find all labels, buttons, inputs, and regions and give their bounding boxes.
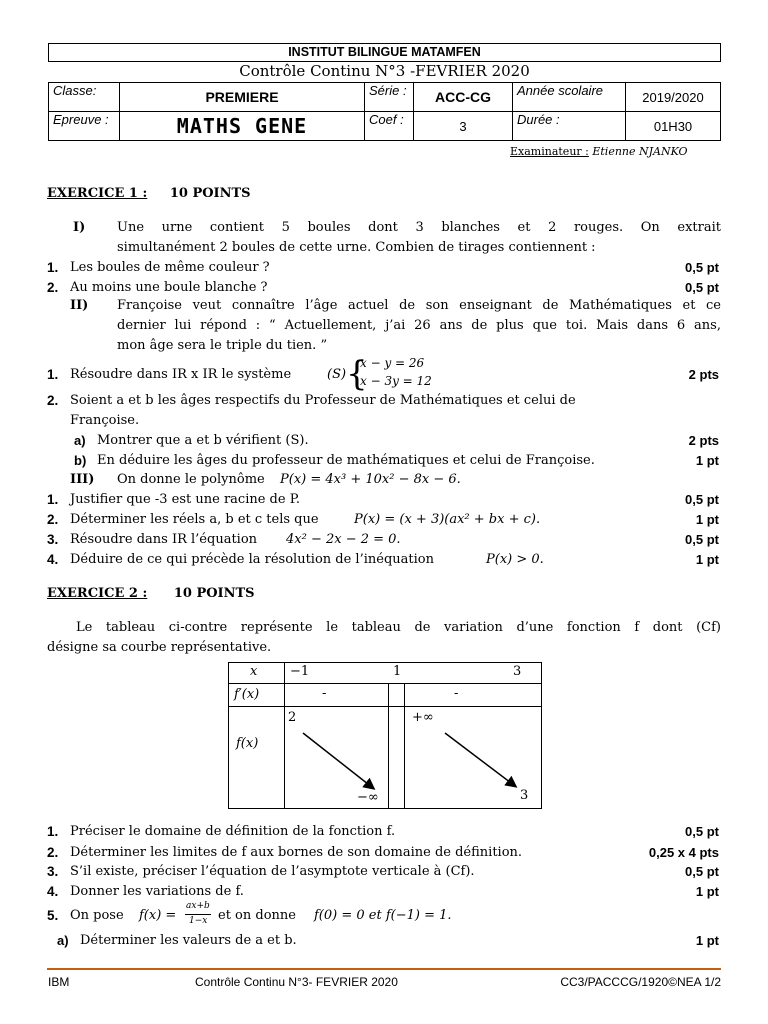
- ex1-II-q1-S: (S): [327, 367, 347, 382]
- ex1-q2-text: Au moins une boule blanche ?: [70, 280, 268, 295]
- ex2-q5a-text: Déterminer les valeurs de a et b.: [80, 933, 297, 948]
- ex1-q2-points: 0,5 pt: [685, 280, 719, 295]
- ex2-q1-num: 1.: [47, 824, 59, 839]
- duree-value: 01H30: [626, 112, 721, 141]
- ex1-II-q1-eq2: x − 3y = 12: [360, 374, 432, 388]
- vt-x-value: 1: [393, 664, 402, 679]
- vt-fprime-sign: -: [322, 686, 327, 701]
- ex2-heading-label: EXERCICE 2 :: [47, 586, 148, 601]
- ex1-q1-num: 1.: [47, 260, 59, 275]
- ex2-q2-num: 2.: [47, 845, 59, 860]
- ex1-III-q3-text: Résoudre dans IR l’équation: [70, 532, 258, 547]
- ex1-part-II-label: II): [70, 298, 89, 313]
- ex1-part-I-label: I): [73, 220, 86, 235]
- decreasing-arrow-right: [445, 733, 515, 786]
- vt-f-left-top: 2: [288, 710, 297, 725]
- epreuve-label: Epreuve :: [49, 112, 120, 141]
- ex1-II-a-text: Montrer que a et b vérifient (S).: [97, 433, 309, 448]
- ex1-II-q1-num: 1.: [47, 367, 59, 382]
- ex1-III-q1-num: 1.: [47, 492, 59, 507]
- footer-right: CC3/PACCCG/1920©NEA 1/2: [560, 975, 721, 989]
- ex1-q1-text: Les boules de même couleur ?: [70, 260, 270, 275]
- ex1-heading: [47, 186, 251, 201]
- ex1-heading-points: 10 POINTS: [169, 186, 251, 201]
- ex2-q3-num: 3.: [47, 864, 59, 879]
- ex1-III-q2-text: Déterminer les réels a, b et c tels que: [70, 512, 319, 527]
- footer-left: IBM: [48, 975, 70, 989]
- ex1-II-q1-text: Résoudre dans IR x IR le système: [70, 367, 292, 382]
- ex2-q3-text: S’il existe, préciser l’équation de l’asymptote verticale à (Cf).: [70, 864, 475, 879]
- ex1-III-q3-points: 0,5 pt: [685, 532, 719, 547]
- variation-table: [228, 662, 542, 809]
- vt-f-label: f(x): [236, 736, 259, 751]
- ex2-q4-text: Donner les variations de f.: [70, 884, 244, 899]
- ex1-II-b-text: En déduire les âges du professeur de mathématiques et celui de Françoise.: [97, 453, 595, 468]
- ex2-q5-num: 5.: [47, 908, 59, 923]
- ex1-II-b-points: 1 pt: [695, 453, 719, 468]
- classe-label: Classe:: [49, 83, 120, 112]
- vt-f-right-bottom: 3: [520, 788, 529, 803]
- ex2-q5-text2: et on donne: [218, 908, 296, 923]
- ex2-intro-line1: Le tableau ci-contre représente le tableau de variation d’une fonction f dont (Cf): [76, 620, 721, 635]
- vt-f-right-top: +∞: [412, 710, 434, 725]
- serie-value: ACC-CG: [414, 83, 513, 112]
- ex1-part-I-line2: simultanément 2 boules de cette urne. Combien de tirages contiennent :: [117, 240, 596, 255]
- footer-center: Contrôle Continu N°3- FEVRIER 2020: [195, 975, 398, 989]
- ex2-q2-points: 0,25 x 4 pts: [648, 845, 719, 860]
- ex1-III-q1-points: 0,5 pt: [685, 492, 719, 507]
- examiner-label: Examinateur :: [510, 145, 589, 158]
- institute-name: INSTITUT BILINGUE MATAMFEN: [48, 43, 721, 62]
- fraction-bar: [185, 914, 211, 915]
- vt-x-value: 3: [513, 664, 522, 679]
- epreuve-value: MATHS GENE: [120, 112, 365, 141]
- annee-label: Année scolaire: [513, 83, 626, 112]
- serie-label: Série :: [365, 83, 414, 112]
- ex1-III-q4-text: Déduire de ce qui précède la résolution de l’inéquation: [70, 552, 434, 567]
- ex1-III-q2-math: P(x) = (x + 3)(ax² + bx + c).: [354, 512, 541, 527]
- ex2-q5-fx: f(x) =: [139, 908, 177, 923]
- coef-value: 3: [414, 112, 513, 141]
- ex2-q5-text1: On pose: [70, 908, 124, 923]
- ex2-q1-points: 0,5 pt: [685, 824, 719, 839]
- ex1-II-b-label: b): [74, 453, 87, 468]
- ex1-part-III-poly: P(x) = 4x³ + 10x² − 8x − 6.: [280, 472, 461, 487]
- variation-arrows: [228, 662, 542, 809]
- ex1-II-q2-line1: Soient a et b les âges respectifs du Professeur de Mathématiques et celui de: [70, 393, 576, 408]
- vt-x-label: x: [250, 664, 258, 679]
- ex2-q5-cond: f(0) = 0 et f(−1) = 1.: [314, 908, 452, 923]
- duree-label: Durée :: [513, 112, 626, 141]
- ex1-II-q1-points: 2 pts: [688, 367, 719, 382]
- ex1-part-III-label: III): [70, 472, 95, 487]
- exam-title: Contrôle Continu N°3 -FEVRIER 2020: [239, 62, 530, 80]
- decreasing-arrow-left: [303, 733, 373, 788]
- classe-value: PREMIERE: [120, 83, 365, 112]
- examiner: [510, 145, 688, 158]
- coef-label: Coef :: [365, 112, 414, 141]
- ex1-II-q1-eq1: x − y = 26: [360, 356, 425, 370]
- ex2-q4-num: 4.: [47, 884, 59, 899]
- ex1-part-II-line2: dernier lui répond : “ Actuellement, j’ai 26 ans de plus que toi. Mais dans 6 ans,: [117, 318, 721, 333]
- vt-x-value: −1: [290, 664, 310, 679]
- ex2-q5-numerator: ax+b: [186, 901, 210, 911]
- ex2-heading-points: 10 POINTS: [173, 586, 255, 601]
- ex1-part-I-line1: Une urne contient 5 boules dont 3 blanches et 2 rouges. On extrait: [117, 220, 721, 235]
- ex2-intro-line2: désigne sa courbe représentative.: [47, 640, 272, 655]
- vt-f-left-bottom: −∞: [357, 790, 379, 805]
- ex1-III-q4-math: P(x) > 0.: [486, 552, 544, 567]
- vt-fprime-sign: -: [454, 686, 459, 701]
- ex1-III-q2-points: 1 pt: [695, 512, 719, 527]
- footer-divider: [47, 968, 721, 970]
- system-brace: {: [346, 354, 368, 394]
- ex2-q4-points: 1 pt: [695, 884, 719, 899]
- ex1-part-III-text: On donne le polynôme: [117, 472, 265, 487]
- ex1-III-q4-points: 1 pt: [695, 552, 719, 567]
- ex1-part-II-line1: Françoise veut connaître l’âge actuel de son enseignant de Mathématiques et ce: [117, 298, 721, 313]
- ex2-q2-text: Déterminer les limites de f aux bornes de son domaine de définition.: [70, 845, 523, 860]
- ex1-III-q2-num: 2.: [47, 512, 59, 527]
- ex1-III-q4-num: 4.: [47, 552, 59, 567]
- ex1-heading-label: EXERCICE 1 :: [47, 186, 148, 201]
- ex2-q3-points: 0,5 pt: [685, 864, 719, 879]
- annee-value: 2019/2020: [626, 83, 721, 112]
- ex2-q5a-label: a): [57, 933, 69, 948]
- ex2-q1-text: Préciser le domaine de définition de la fonction f.: [70, 824, 396, 839]
- ex1-II-a-label: a): [74, 433, 86, 448]
- ex1-III-q3-math: 4x² − 2x − 2 = 0.: [286, 532, 401, 547]
- vt-fprime-label: f′(x): [234, 687, 260, 702]
- ex2-q5a-points: 1 pt: [695, 933, 719, 948]
- ex1-II-q2-line2: Françoise.: [70, 413, 140, 428]
- ex2-q5-denominator: 1−x: [189, 916, 208, 926]
- ex1-q1-points: 0,5 pt: [685, 260, 719, 275]
- ex1-III-q3-num: 3.: [47, 532, 59, 547]
- ex1-II-q2-num: 2.: [47, 393, 59, 408]
- ex2-heading: [47, 586, 255, 601]
- examiner-name: Etienne NJANKO: [592, 145, 688, 158]
- ex1-III-q1-text: Justifier que -3 est une racine de P.: [70, 492, 300, 507]
- info-table: [48, 82, 721, 141]
- ex1-II-a-points: 2 pts: [688, 433, 719, 448]
- ex1-part-II-line3: mon âge sera le triple du tien. ”: [117, 338, 328, 353]
- ex1-q2-num: 2.: [47, 280, 59, 295]
